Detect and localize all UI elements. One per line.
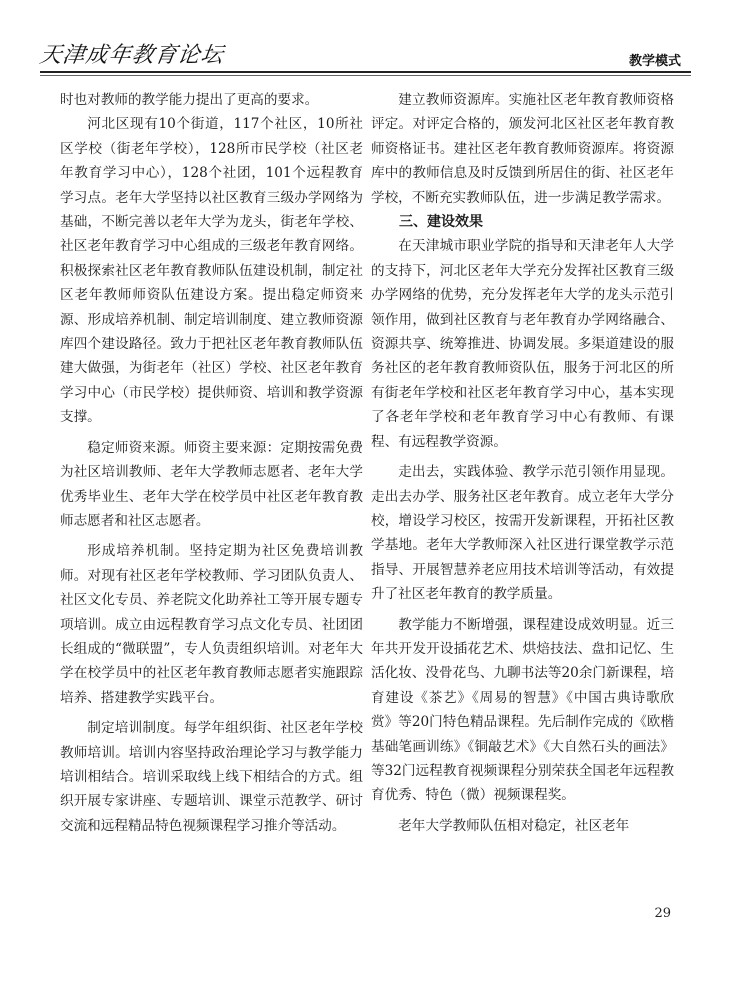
paragraph: 河北区现有10个街道，117个社区，10所社区学校（街老年学校），128所市民学校（社区老年教育学习中心），128个社团，101个远程教育学习点。老年大学坚持以社区教育三级办学网络为基础，不断完善以老年大学为龙头，街老年学校、社区老年教育学习中心组成的三级老年教育网络。积极探索社区老年教育教师队伍建设机制，制定社区老年教师师资队伍建设方案。提出稳定师资来源、形成培养机制、制定培训制度、建立教师资源库四个建设路径。致力于把社区老年教育教师队伍建大做强，为街老年（社区）学校、社区老年教育学习中心（市民学校）提供师资、培训和教学资源支撑。 [60,116,363,426]
paragraph: 老年大学教师队伍相对稳定，社区老年 [398,817,630,834]
paragraph: 教学能力不断增强，课程建设成效明显。近三年共开发开设插花艺术、烘焙技法、盘扣记忆、生活化妆、没骨花鸟、九聊书法等20余门新课程，培育建设《茶艺》《周易的智慧》《中国古典诗歌欣赏》等20门特色精品课程。先后制作完成的《欧楷基础笔画训练》《铜敲艺术》《大自然石头的画法》等32门远程教育视频课程分别荣获全国老年远程教育优秀、特色（微）视频课程奖。 [371,616,674,804]
paragraph: 形成培养机制。坚持定期为社区免费培训教师。对现有社区老年学校教师、学习团队负责人、社区文化专员、养老院文化助养社工等开展专题专项培训。成立由远程教育学习点文化专员、社团团长组成的“微联盟”，专人负责组织培训。对老年大学在校学员中的社区老年教育教师志愿者实施跟踪培养、搭建教学实践平台。 [60,543,363,706]
paragraph: 时也对教师的教学能力提出了更高的要求。 [60,92,319,108]
page-header [0,0,731,78]
journal-logo: 天津成年教育论坛 [37,43,226,68]
paragraph: 走出去，实践体验、教学示范引领作用显现。走出去办学、服务社区老年教育。成立老年大学分校，增设学习校区，按需开发新课程，开拓社区教学基地。老年大学教师深入社区进行课堂教学示范指导、开展智慧养老应用技术培训等活动，有效提升了社区老年教育的教学质量。 [371,464,674,603]
section-heading: 三、建设效果 [399,214,483,231]
paragraph: 稳定师资来源。师资主要来源：定期按需免费为社区培训教师、老年大学教师志愿者、老年大学优秀毕业生、老年大学在校学员中社区老年教育教师志愿者和社区志愿者。 [60,439,363,529]
header-rule [40,71,691,73]
paragraph: 建立教师资源库。实施社区老年教育教师资格评定。对评定合格的，颁发河北区社区老年教育教师资格证书。建社区老年教育教师资源库。将资源库中的教师信息及时反馈到所居住的街、社区老年学校，不断充实教师队伍，进一步满足教学需求。 [371,92,674,206]
page-number: 29 [654,906,671,921]
paragraph: 在天津城市职业学院的指导和天津老年人大学的支持下，河北区老年大学充分发挥社区教育三级办学网络的优势，充分发挥老年大学的龙头示范引领作用，做到社区教育与老年教育办学网络融合、资源共享、统筹推进、协调发展。多渠道建设的服务社区的老年教育教师资队伍，服务于河北区的所有街老年学校和社区老年教育学习中心，基本实现了各老年学校和老年教育学习中心有教师、有课程、有远程教学资源。 [371,238,674,450]
paragraph: 制定培训制度。每学年组织街、社区老年学校教师培训。培训内容坚持政治理论学习与教学能力培训相结合。培训采取线上线下相结合的方式。组织开展专家讲座、专题培训、课堂示范教学、研讨交流和远程精品特色视频课程学习推介等活动。 [60,720,363,834]
header-rule-thin [40,75,691,76]
right-column [371,88,674,838]
left-column [60,88,363,838]
section-title: 教学模式 [628,54,681,69]
